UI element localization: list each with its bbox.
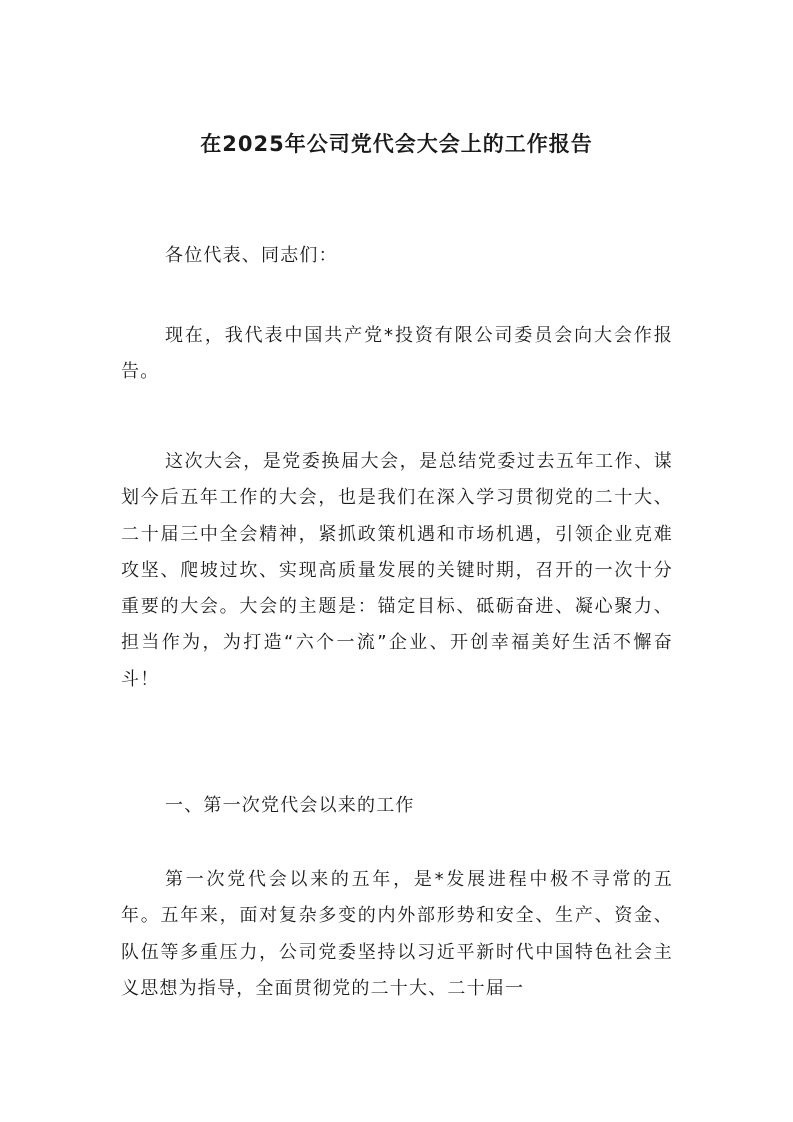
paragraph-intro: 现在，我代表中国共产党*投资有限公司委员会向大会作报告。 bbox=[121, 325, 673, 383]
paragraph-section-one: 第一次党代会以来的五年，是*发展进程中极不寻常的五年。五年来，面对复杂多变的内外部形势和安全、生产、资金、队伍等多重压力，公司党委坚持以习近平新时代中国特色社会主义思想为指导，全面贯彻党的二十大、二十届一 bbox=[121, 869, 673, 999]
document-title: 在2025年公司党代会大会上的工作报告 bbox=[200, 132, 593, 156]
section-heading: 一、第一次党代会以来的工作 bbox=[165, 795, 415, 816]
paragraph-meeting-purpose: 这次大会，是党委换届大会，是总结党委过去五年工作、谋划今后五年工作的大会，也是我们在深入学习贯彻党的二十大、二十届三中全会精神，紧抓政策机遇和市场机遇，引领企业克难攻坚、爬坡过坎、实现高质量发展的关键时期，召开的一次十分重要的大会。大会的主题是：锚定目标、砥砺奋进、凝心聚力、担当作为，为打造“六个一流”企业、开创幸福美好生活不懈奋斗！ bbox=[121, 451, 673, 690]
salutation: 各位代表、同志们： bbox=[165, 245, 338, 266]
